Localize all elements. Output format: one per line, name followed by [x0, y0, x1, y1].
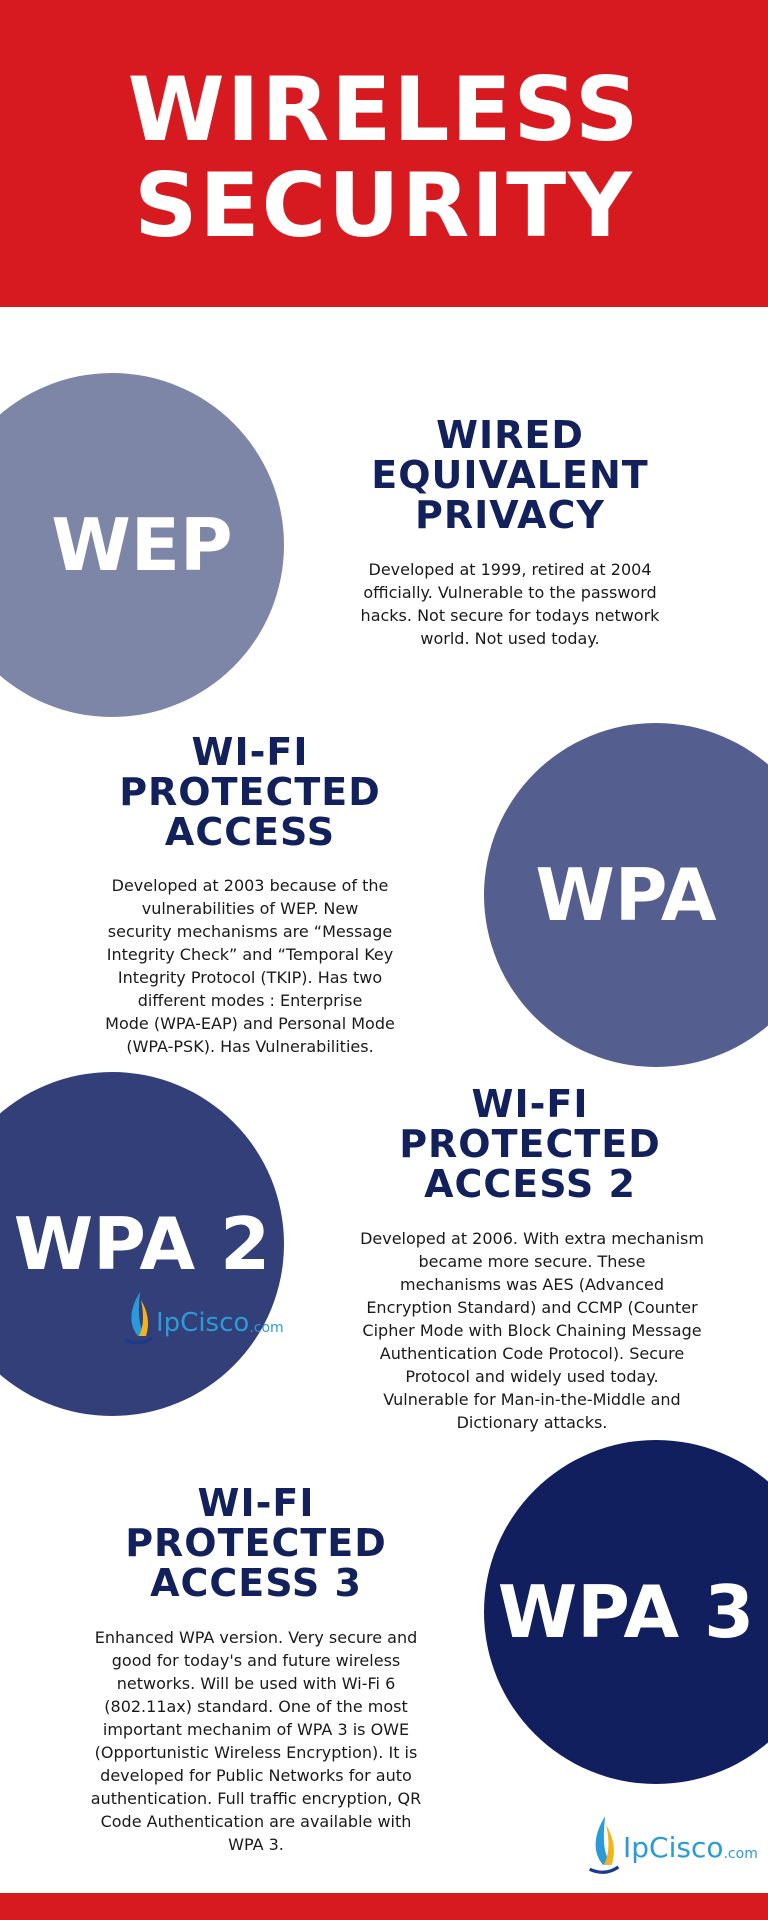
- desc-line: Cipher Mode with Block Chaining Message: [362, 1321, 702, 1340]
- desc-line: vulnerabilities of WEP. New: [141, 899, 359, 918]
- desc-line: Enhanced WPA version. Very secure and: [94, 1628, 418, 1647]
- wpa2-description: [342, 1227, 722, 1434]
- desc-line: (Opportunistic Wireless Encryption). It is: [94, 1743, 418, 1762]
- heading-line: ACCESS: [164, 810, 336, 854]
- desc-line: Mode (WPA-EAP) and Personal Mode: [105, 1014, 395, 1033]
- wpa2-badge-circle: [0, 1072, 284, 1416]
- wpa3-heading: [76, 1483, 436, 1603]
- desc-line: Encryption Standard) and CCMP (Counter: [366, 1298, 698, 1317]
- desc-line: Integrity Protocol (TKIP). Has two: [117, 968, 383, 987]
- title-line-2: SECURITY: [134, 154, 634, 257]
- desc-line: authentication. Full traffic encryption, QR: [90, 1789, 422, 1808]
- desc-line: important mechanim of WPA 3 is OWE: [102, 1720, 410, 1739]
- desc-line: Integrity Check” and “Temporal Key: [106, 945, 394, 964]
- logo-wordmark: IpCisco: [623, 1831, 724, 1864]
- wep-description: [330, 558, 690, 650]
- wpa3-badge-label: WPA 3: [497, 1570, 755, 1654]
- desc-line: different modes : Enterprise: [137, 991, 363, 1010]
- wep-heading: [330, 415, 690, 535]
- wpa-heading: [70, 732, 430, 852]
- ipcisco-logo-1: [124, 1290, 284, 1348]
- heading-line: PRIVACY: [415, 493, 605, 537]
- desc-line: world. Not used today.: [420, 629, 600, 648]
- page-title: [0, 58, 768, 257]
- desc-line: security mechanisms are “Message: [107, 922, 393, 941]
- heading-line: ACCESS 2: [424, 1162, 636, 1206]
- desc-line: Protocol and widely used today.: [405, 1367, 659, 1386]
- desc-line: developed for Public Networks for auto: [100, 1766, 412, 1785]
- header-banner: [0, 0, 768, 307]
- desc-line: Dictionary attacks.: [456, 1413, 608, 1432]
- desc-line: Authentication Code Protocol). Secure: [379, 1344, 685, 1363]
- desc-line: hacks. Not secure for todays network: [360, 606, 660, 625]
- title-line-1: WIRELESS: [127, 58, 641, 161]
- wpa2-badge-label: WPA 2: [13, 1202, 271, 1286]
- heading-line: WI-FI: [471, 1082, 589, 1126]
- desc-line: good for today's and future wireless: [111, 1651, 401, 1670]
- sail-flame-icon: [124, 1290, 154, 1348]
- ipcisco-logo-2: [587, 1814, 758, 1878]
- heading-line: WIRED: [436, 413, 584, 457]
- desc-line: Vulnerable for Man-in-the-Middle and: [383, 1390, 681, 1409]
- sail-flame-icon: [587, 1814, 621, 1878]
- heading-line: PROTECTED: [119, 770, 381, 814]
- desc-line: (802.11ax) standard. One of the most: [104, 1697, 408, 1716]
- desc-line: Code Authentication are available with: [100, 1812, 412, 1831]
- wpa-badge-label: WPA: [535, 853, 717, 937]
- desc-line: Developed at 2003 because of the: [111, 876, 389, 895]
- wep-badge-circle: [0, 373, 284, 717]
- heading-line: PROTECTED: [125, 1521, 387, 1565]
- desc-line: networks. Will be used with Wi-Fi 6: [116, 1674, 396, 1693]
- desc-line: Developed at 2006. With extra mechanism: [360, 1229, 704, 1248]
- footer-bar: [0, 1893, 768, 1920]
- desc-line: WPA 3.: [228, 1835, 284, 1854]
- wpa-description: [70, 874, 430, 1058]
- heading-line: PROTECTED: [399, 1122, 661, 1166]
- logo-domain: .com: [723, 1846, 758, 1862]
- heading-line: WI-FI: [191, 730, 309, 774]
- desc-line: became more secure. These: [418, 1252, 646, 1271]
- heading-line: WI-FI: [197, 1481, 315, 1525]
- wep-badge-label: WEP: [51, 503, 233, 587]
- desc-line: officially. Vulnerable to the password: [363, 583, 657, 602]
- wpa3-badge-circle: [484, 1440, 768, 1784]
- desc-line: mechanisms was AES (Advanced: [400, 1275, 664, 1294]
- wpa-badge-circle: [484, 723, 768, 1067]
- heading-line: EQUIVALENT: [371, 453, 649, 497]
- wpa3-description: [66, 1626, 446, 1856]
- logo-wordmark: IpCisco: [156, 1308, 250, 1338]
- logo-domain: .com: [249, 1320, 284, 1336]
- desc-line: Developed at 1999, retired at 2004: [368, 560, 652, 579]
- heading-line: ACCESS 3: [150, 1561, 362, 1605]
- desc-line: (WPA-PSK). Has Vulnerabilities.: [126, 1037, 374, 1056]
- wpa2-heading: [350, 1084, 710, 1204]
